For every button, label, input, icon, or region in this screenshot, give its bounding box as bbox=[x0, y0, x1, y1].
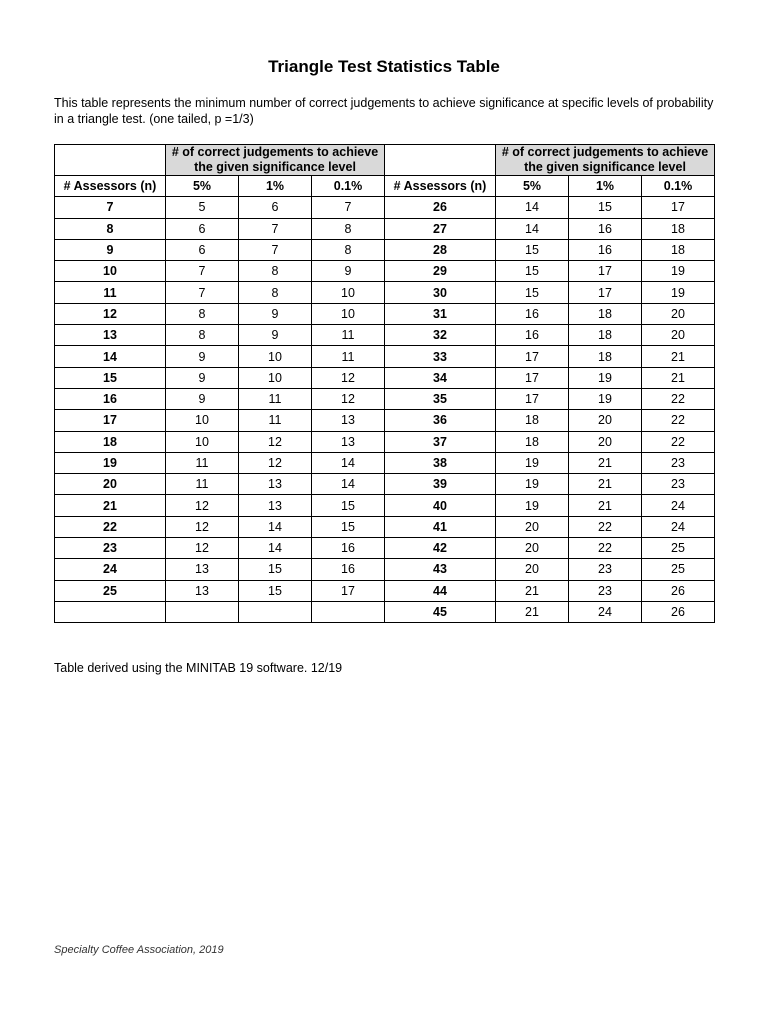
value-cell: 23 bbox=[569, 580, 642, 601]
assessors-cell: 18 bbox=[55, 431, 166, 452]
col-header-01pct-right: 0.1% bbox=[642, 176, 715, 197]
value-cell: 16 bbox=[312, 559, 385, 580]
value-cell: 14 bbox=[239, 538, 312, 559]
value-cell: 19 bbox=[496, 495, 569, 516]
table-row bbox=[55, 346, 715, 367]
value-cell: 26 bbox=[642, 580, 715, 601]
value-cell: 21 bbox=[496, 580, 569, 601]
value-cell: 11 bbox=[312, 325, 385, 346]
value-cell: 13 bbox=[166, 580, 239, 601]
col-header-01pct-left: 0.1% bbox=[312, 176, 385, 197]
value-cell: 18 bbox=[642, 239, 715, 260]
value-cell: 9 bbox=[239, 325, 312, 346]
value-cell: 20 bbox=[569, 410, 642, 431]
value-cell: 25 bbox=[642, 559, 715, 580]
value-cell: 24 bbox=[642, 516, 715, 537]
col-header-5pct-right: 5% bbox=[496, 176, 569, 197]
table-row bbox=[55, 218, 715, 239]
table-row bbox=[55, 559, 715, 580]
value-cell: 20 bbox=[496, 559, 569, 580]
value-cell: 15 bbox=[569, 197, 642, 218]
value-cell: 17 bbox=[496, 388, 569, 409]
assessors-cell: 26 bbox=[385, 197, 496, 218]
value-cell: 10 bbox=[312, 282, 385, 303]
value-cell: 20 bbox=[642, 325, 715, 346]
value-cell: 24 bbox=[642, 495, 715, 516]
value-cell: 9 bbox=[166, 346, 239, 367]
value-cell: 11 bbox=[166, 452, 239, 473]
value-cell: 9 bbox=[166, 367, 239, 388]
page-footer: Specialty Coffee Association, 2019 bbox=[54, 944, 224, 956]
assessors-cell: 28 bbox=[385, 239, 496, 260]
blank-header-cell-left bbox=[55, 145, 166, 176]
assessors-cell: 7 bbox=[55, 197, 166, 218]
value-cell: 7 bbox=[166, 282, 239, 303]
value-cell: 23 bbox=[642, 474, 715, 495]
value-cell: 14 bbox=[239, 516, 312, 537]
table-row bbox=[55, 452, 715, 473]
value-cell: 15 bbox=[496, 261, 569, 282]
table-row bbox=[55, 282, 715, 303]
value-cell: 7 bbox=[239, 218, 312, 239]
assessors-cell: 43 bbox=[385, 559, 496, 580]
value-cell: 11 bbox=[239, 388, 312, 409]
value-cell: 19 bbox=[569, 367, 642, 388]
value-cell: 14 bbox=[312, 452, 385, 473]
value-cell: 20 bbox=[642, 303, 715, 324]
value-cell: 18 bbox=[569, 303, 642, 324]
value-cell: 20 bbox=[569, 431, 642, 452]
value-cell: 13 bbox=[166, 559, 239, 580]
assessors-cell: 12 bbox=[55, 303, 166, 324]
table-row bbox=[55, 516, 715, 537]
value-cell: 8 bbox=[312, 218, 385, 239]
assessors-cell: 35 bbox=[385, 388, 496, 409]
value-cell: 19 bbox=[496, 474, 569, 495]
value-cell: 21 bbox=[496, 601, 569, 622]
value-cell: 8 bbox=[239, 282, 312, 303]
value-cell: 16 bbox=[496, 325, 569, 346]
assessors-cell: 37 bbox=[385, 431, 496, 452]
assessors-cell: 31 bbox=[385, 303, 496, 324]
value-cell: 8 bbox=[239, 261, 312, 282]
assessors-cell: 33 bbox=[385, 346, 496, 367]
value-cell: 20 bbox=[496, 516, 569, 537]
value-cell: 11 bbox=[312, 346, 385, 367]
value-cell bbox=[312, 601, 385, 622]
assessors-cell: 44 bbox=[385, 580, 496, 601]
assessors-cell: 32 bbox=[385, 325, 496, 346]
value-cell: 22 bbox=[642, 388, 715, 409]
table-row bbox=[55, 239, 715, 260]
value-cell: 15 bbox=[496, 282, 569, 303]
value-cell: 15 bbox=[239, 559, 312, 580]
blank-header-cell-right bbox=[385, 145, 496, 176]
table-row bbox=[55, 410, 715, 431]
value-cell: 11 bbox=[166, 474, 239, 495]
value-cell: 18 bbox=[569, 346, 642, 367]
assessors-cell: 20 bbox=[55, 474, 166, 495]
value-cell: 12 bbox=[239, 452, 312, 473]
value-cell: 10 bbox=[166, 431, 239, 452]
value-cell: 16 bbox=[569, 239, 642, 260]
value-cell: 19 bbox=[642, 282, 715, 303]
value-cell: 16 bbox=[569, 218, 642, 239]
value-cell: 14 bbox=[496, 218, 569, 239]
table-row bbox=[55, 538, 715, 559]
value-cell: 17 bbox=[496, 346, 569, 367]
value-cell: 15 bbox=[312, 495, 385, 516]
table-header-group-row bbox=[55, 145, 715, 176]
value-cell: 10 bbox=[166, 410, 239, 431]
triangle-test-table bbox=[54, 144, 715, 623]
value-cell: 12 bbox=[166, 538, 239, 559]
value-cell: 8 bbox=[166, 325, 239, 346]
value-cell: 11 bbox=[239, 410, 312, 431]
value-cell: 8 bbox=[312, 239, 385, 260]
value-cell: 12 bbox=[239, 431, 312, 452]
assessors-cell: 40 bbox=[385, 495, 496, 516]
table-row bbox=[55, 495, 715, 516]
table-body bbox=[55, 197, 715, 623]
assessors-cell: 29 bbox=[385, 261, 496, 282]
value-cell: 22 bbox=[642, 431, 715, 452]
col-header-1pct-left: 1% bbox=[239, 176, 312, 197]
value-cell: 8 bbox=[166, 303, 239, 324]
value-cell: 21 bbox=[569, 452, 642, 473]
value-cell: 6 bbox=[239, 197, 312, 218]
value-cell bbox=[166, 601, 239, 622]
col-header-assessors-left: # Assessors (n) bbox=[55, 176, 166, 197]
value-cell: 20 bbox=[496, 538, 569, 559]
value-cell: 15 bbox=[312, 516, 385, 537]
assessors-cell: 27 bbox=[385, 218, 496, 239]
assessors-cell: 36 bbox=[385, 410, 496, 431]
assessors-cell: 22 bbox=[55, 516, 166, 537]
value-cell: 25 bbox=[642, 538, 715, 559]
value-cell: 19 bbox=[642, 261, 715, 282]
assessors-cell: 42 bbox=[385, 538, 496, 559]
footnote: Table derived using the MINITAB 19 software. 12/19 bbox=[54, 661, 343, 675]
value-cell: 13 bbox=[239, 474, 312, 495]
table-row bbox=[55, 601, 715, 622]
value-cell: 10 bbox=[239, 346, 312, 367]
value-cell: 12 bbox=[166, 495, 239, 516]
value-cell: 21 bbox=[642, 367, 715, 388]
value-cell: 18 bbox=[569, 325, 642, 346]
value-cell: 18 bbox=[642, 218, 715, 239]
assessors-cell: 10 bbox=[55, 261, 166, 282]
value-cell: 17 bbox=[569, 282, 642, 303]
assessors-cell bbox=[55, 601, 166, 622]
value-cell: 7 bbox=[239, 239, 312, 260]
value-cell: 19 bbox=[569, 388, 642, 409]
assessors-cell: 14 bbox=[55, 346, 166, 367]
table-row bbox=[55, 431, 715, 452]
value-cell: 18 bbox=[496, 410, 569, 431]
value-cell: 22 bbox=[569, 516, 642, 537]
value-cell: 7 bbox=[166, 261, 239, 282]
value-cell: 18 bbox=[496, 431, 569, 452]
col-header-assessors-right: # Assessors (n) bbox=[385, 176, 496, 197]
col-header-1pct-right: 1% bbox=[569, 176, 642, 197]
value-cell: 17 bbox=[312, 580, 385, 601]
assessors-cell: 13 bbox=[55, 325, 166, 346]
intro-paragraph: This table represents the minimum number of correct judgements to achieve significance at specific levels of probability in a triangle test. (one tailed, p =1/3) bbox=[54, 96, 714, 126]
assessors-cell: 30 bbox=[385, 282, 496, 303]
value-cell: 14 bbox=[312, 474, 385, 495]
value-cell: 13 bbox=[312, 431, 385, 452]
assessors-cell: 17 bbox=[55, 410, 166, 431]
assessors-cell: 9 bbox=[55, 239, 166, 260]
assessors-cell: 21 bbox=[55, 495, 166, 516]
value-cell: 12 bbox=[166, 516, 239, 537]
value-cell: 13 bbox=[239, 495, 312, 516]
assessors-cell: 19 bbox=[55, 452, 166, 473]
value-cell: 12 bbox=[312, 367, 385, 388]
value-cell: 14 bbox=[496, 197, 569, 218]
assessors-cell: 39 bbox=[385, 474, 496, 495]
value-cell: 6 bbox=[166, 239, 239, 260]
table-row bbox=[55, 303, 715, 324]
value-cell: 23 bbox=[569, 559, 642, 580]
value-cell: 16 bbox=[496, 303, 569, 324]
group-header-right: # of correct judgements to achieve the given significance level bbox=[496, 145, 715, 176]
table-row bbox=[55, 261, 715, 282]
value-cell: 17 bbox=[496, 367, 569, 388]
value-cell: 10 bbox=[239, 367, 312, 388]
assessors-cell: 16 bbox=[55, 388, 166, 409]
value-cell: 26 bbox=[642, 601, 715, 622]
group-header-left: # of correct judgements to achieve the given significance level bbox=[166, 145, 385, 176]
value-cell: 22 bbox=[569, 538, 642, 559]
table-row bbox=[55, 197, 715, 218]
assessors-cell: 24 bbox=[55, 559, 166, 580]
value-cell: 23 bbox=[642, 452, 715, 473]
value-cell: 15 bbox=[239, 580, 312, 601]
value-cell bbox=[239, 601, 312, 622]
assessors-cell: 25 bbox=[55, 580, 166, 601]
assessors-cell: 41 bbox=[385, 516, 496, 537]
col-header-5pct-left: 5% bbox=[166, 176, 239, 197]
assessors-cell: 38 bbox=[385, 452, 496, 473]
assessors-cell: 23 bbox=[55, 538, 166, 559]
table-row bbox=[55, 388, 715, 409]
value-cell: 17 bbox=[569, 261, 642, 282]
table-header-columns-row bbox=[55, 176, 715, 197]
value-cell: 19 bbox=[496, 452, 569, 473]
value-cell: 16 bbox=[312, 538, 385, 559]
table-row bbox=[55, 367, 715, 388]
assessors-cell: 15 bbox=[55, 367, 166, 388]
value-cell: 21 bbox=[642, 346, 715, 367]
value-cell: 21 bbox=[569, 495, 642, 516]
value-cell: 9 bbox=[239, 303, 312, 324]
assessors-cell: 34 bbox=[385, 367, 496, 388]
value-cell: 7 bbox=[312, 197, 385, 218]
value-cell: 15 bbox=[496, 239, 569, 260]
table-row bbox=[55, 580, 715, 601]
value-cell: 6 bbox=[166, 218, 239, 239]
value-cell: 24 bbox=[569, 601, 642, 622]
value-cell: 10 bbox=[312, 303, 385, 324]
value-cell: 9 bbox=[312, 261, 385, 282]
table-row bbox=[55, 325, 715, 346]
assessors-cell: 45 bbox=[385, 601, 496, 622]
assessors-cell: 11 bbox=[55, 282, 166, 303]
value-cell: 22 bbox=[642, 410, 715, 431]
value-cell: 9 bbox=[166, 388, 239, 409]
value-cell: 13 bbox=[312, 410, 385, 431]
value-cell: 5 bbox=[166, 197, 239, 218]
value-cell: 12 bbox=[312, 388, 385, 409]
value-cell: 17 bbox=[642, 197, 715, 218]
page-title: Triangle Test Statistics Table bbox=[268, 57, 500, 76]
assessors-cell: 8 bbox=[55, 218, 166, 239]
table-row bbox=[55, 474, 715, 495]
value-cell: 21 bbox=[569, 474, 642, 495]
